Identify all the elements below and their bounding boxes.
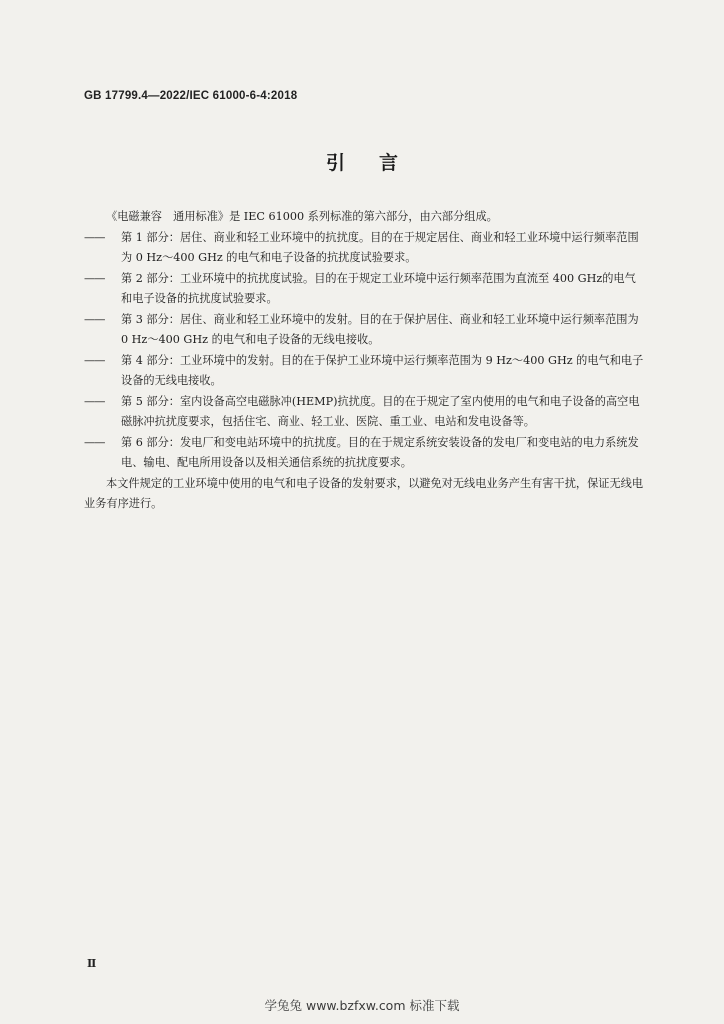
intro-paragraph: 《电磁兼容 通用标准》是 IEC 61000 系列标准的第六部分，由六部分组成。 (106, 210, 498, 223)
site-watermark: 学兔兔 www.bzfxw.com 标准下载 (264, 998, 460, 1013)
list-item-text: 第 5 部分：室内设备高空电磁脉冲(HEMP)抗扰度。目的在于规定了室内使用的电气和电子设备的高空电磁脉冲抗扰度要求，包括住宅、商业、轻工业、医院、重工业、电站和发电设备等。 (121, 394, 640, 428)
list-item (84, 310, 644, 351)
list-item-text: 第 1 部分：居住、商业和轻工业环境中的抗扰度。目的在于规定居住、商业和轻工业环境中运行频率范围为 0 Hz～400 GHz 的电气和电子设备的抗扰度试验要求。 (121, 230, 639, 264)
list-item-text: 第 3 部分：居住、商业和轻工业环境中的发射。目的在于保护居住、商业和轻工业环境中运行频率范围为 0 Hz～400 GHz 的电气和电子设备的无线电接收。 (121, 312, 639, 346)
list-item (84, 433, 644, 474)
list-item-text: 第 4 部分：工业环境中的发射。目的在于保护工业环境中运行频率范围为 9 Hz～400 GHz 的电气和电子设备的无线电接收。 (121, 353, 644, 387)
dash-marker: —— (84, 394, 105, 408)
list-item (84, 228, 644, 269)
dash-marker: —— (84, 271, 105, 285)
section-title: 引言 (325, 152, 432, 174)
closing-paragraph: 本文件规定的工业环境中使用的电气和电子设备的发射要求，以避免对无线电业务产生有害干扰，保证无线电业务有序进行。 (84, 476, 644, 510)
standard-code-header: GB 17799.4—2022/IEC 61000-6-4:2018 (84, 90, 298, 102)
list-item-text: 第 2 部分：工业环境中的抗扰度试验。目的在于规定工业环境中运行频率范围为直流至 400 GHz的电气和电子设备的抗扰度试验要求。 (121, 271, 636, 305)
dash-marker: —— (84, 353, 105, 367)
page-number: Ⅱ (87, 957, 97, 970)
dash-marker: —— (84, 435, 105, 449)
dash-marker: —— (84, 312, 105, 326)
document-body (84, 207, 644, 515)
list-item (84, 269, 644, 310)
list-item-text: 第 6 部分：发电厂和变电站环境中的抗扰度。目的在于规定系统安装设备的发电厂和变电站的电力系统发电、输电、配电所用设备以及相关通信系统的抗扰度要求。 (121, 435, 639, 469)
list-item (84, 392, 644, 433)
list-item (84, 351, 644, 392)
dash-marker: —— (84, 230, 105, 244)
